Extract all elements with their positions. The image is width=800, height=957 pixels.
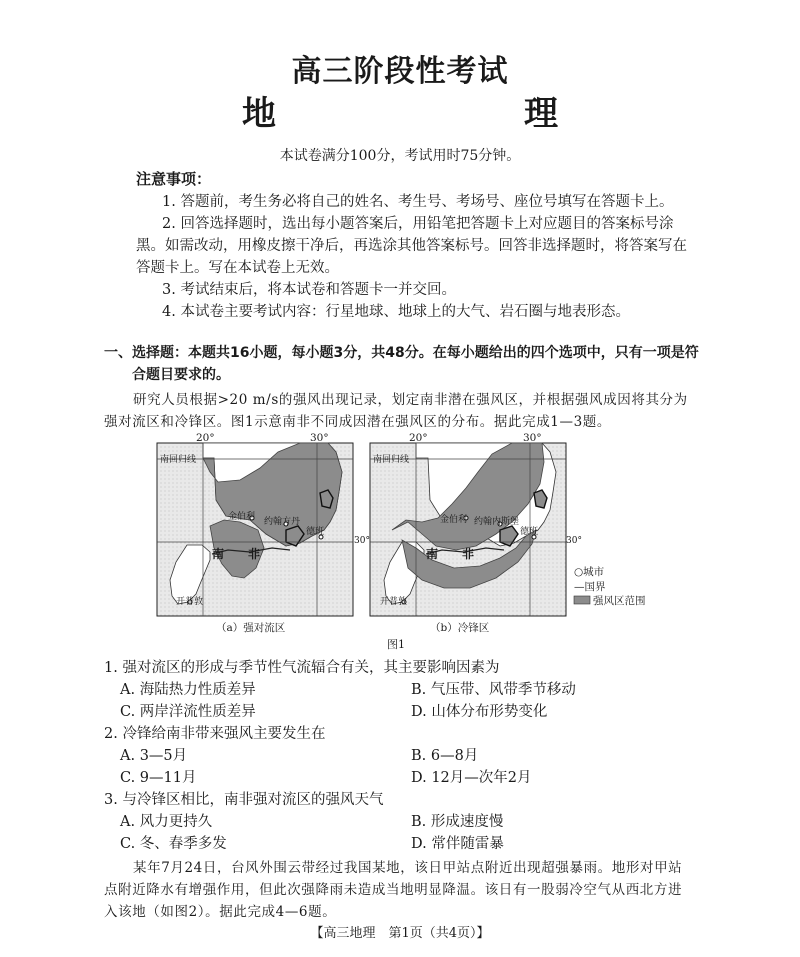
question-stem: 3. 与冷锋区相比，南非强对流区的强风天气 (104, 792, 384, 808)
option-b: B. 形成速度慢 (411, 814, 504, 830)
option-a: A. 海陆热力性质差异 (120, 682, 256, 698)
longitude-label: 20° (409, 432, 428, 444)
page-footer: 【高三地理 第1页（共4页）】 (310, 926, 490, 941)
figure-label: 图1 (387, 638, 405, 651)
city-label: 金伯利 (228, 512, 256, 522)
legend-zone: 强风区范围 (593, 595, 646, 607)
longitude-label: 30° (310, 432, 329, 444)
city-label: 约翰内斯堡 (474, 517, 520, 527)
passage-text: 某年7月24日，台风外围云带经过我国某地，该日甲站点附近出现超强暴雨。地形对甲站 (133, 860, 683, 876)
city-label: 开普敦 (380, 597, 408, 607)
city-label: 金伯利 (440, 515, 468, 525)
option-b: B. 6—8月 (411, 748, 479, 764)
city-label: 约翰方丹 (264, 517, 301, 527)
notice-item: 4. 本试卷主要考试内容：行星地球、地球上的大气、岩石圈与地表形态。 (162, 304, 630, 320)
city-label: 开普敦 (176, 597, 204, 607)
question-stem: 2. 冷锋给南非带来强风主要发生在 (104, 726, 326, 742)
country-label: 南 非 (426, 547, 475, 561)
tropic-label: 南回归线 (373, 455, 410, 465)
map-legend (574, 596, 590, 604)
option-d: D. 12月—次年2月 (411, 770, 532, 786)
notice-item: 答题卡上。写在本试卷上无效。 (136, 260, 339, 276)
city-label: 德班 (520, 527, 539, 537)
city-label: 德班 (306, 527, 325, 537)
option-c: C. 两岸洋流性质差异 (120, 704, 256, 720)
notice-item: 1. 答题前，考生务必将自己的姓名、考生号、考场号、座位号填写在答题卡上。 (162, 194, 674, 210)
caption-a: （a）强对流区 (216, 622, 286, 634)
notice-item: 2. 回答选择题时，选出每小题答案后，用铅笔把答题卡上对应题目的答案标号涂 (162, 216, 674, 232)
option-d: D. 常伴随雷暴 (411, 836, 504, 852)
notice-item: 3. 考试结束后，将本试卷和答题卡一并交回。 (162, 282, 456, 298)
latitude-label: 30° (566, 536, 582, 546)
passage-text: 点附近降水有增强作用，但此次强降雨未造成当地明显降温。该日有一股弱冷空气从西北方进 (104, 882, 683, 898)
option-b: B. 气压带、风带季节移动 (411, 682, 576, 698)
exam-info: 本试卷满分100分，考试用时75分钟。 (279, 148, 521, 164)
subject-title: 地 理 (242, 94, 618, 134)
section-intro: 强对流区和冷锋区。图1示意南非不同成因潜在强风区的分布。据此完成1—3题。 (104, 414, 611, 430)
section-heading-cont: 合题目要求的。 (132, 367, 230, 383)
latitude-label: 30° (354, 536, 370, 546)
caption-b: （b）冷锋区 (430, 622, 490, 634)
section-intro: 研究人员根据>20 m/s的强风出现记录，划定南非潜在强风区，并根据强风成因将其分为 (133, 392, 688, 408)
notice-heading: 注意事项： (136, 170, 212, 188)
option-c: C. 冬、春季多发 (120, 836, 227, 852)
question-stem: 1. 强对流区的形成与季节性气流辐合有关，其主要影响因素为 (104, 660, 500, 676)
legend-swatch (574, 596, 590, 604)
notice-item: 黑。如需改动，用橡皮擦干净后，再选涂其他答案标号。回答非选择题时，将答案写在 (136, 238, 687, 254)
option-a: A. 3—5月 (120, 748, 188, 764)
tropic-label: 南回归线 (160, 455, 197, 465)
option-d: D. 山体分布形势变化 (411, 704, 548, 720)
option-a: A. 风力更持久 (120, 814, 213, 830)
country-label: 南 非 (212, 547, 261, 561)
figure-1 (140, 430, 670, 655)
option-c: C. 9—11月 (120, 770, 197, 786)
legend-border: —国界 (574, 581, 606, 593)
passage-text: 入该地（如图2）。据此完成4—6题。 (104, 904, 337, 920)
longitude-label: 30° (523, 432, 542, 444)
legend-city: ○城市 (574, 566, 605, 578)
section-heading: 一、选择题：本题共16小题，每小题3分，共48分。在每小题给出的四个选项中，只有一项是符 (104, 345, 699, 361)
page-title: 高三阶段性考试 (291, 54, 509, 89)
longitude-label: 20° (196, 432, 215, 444)
